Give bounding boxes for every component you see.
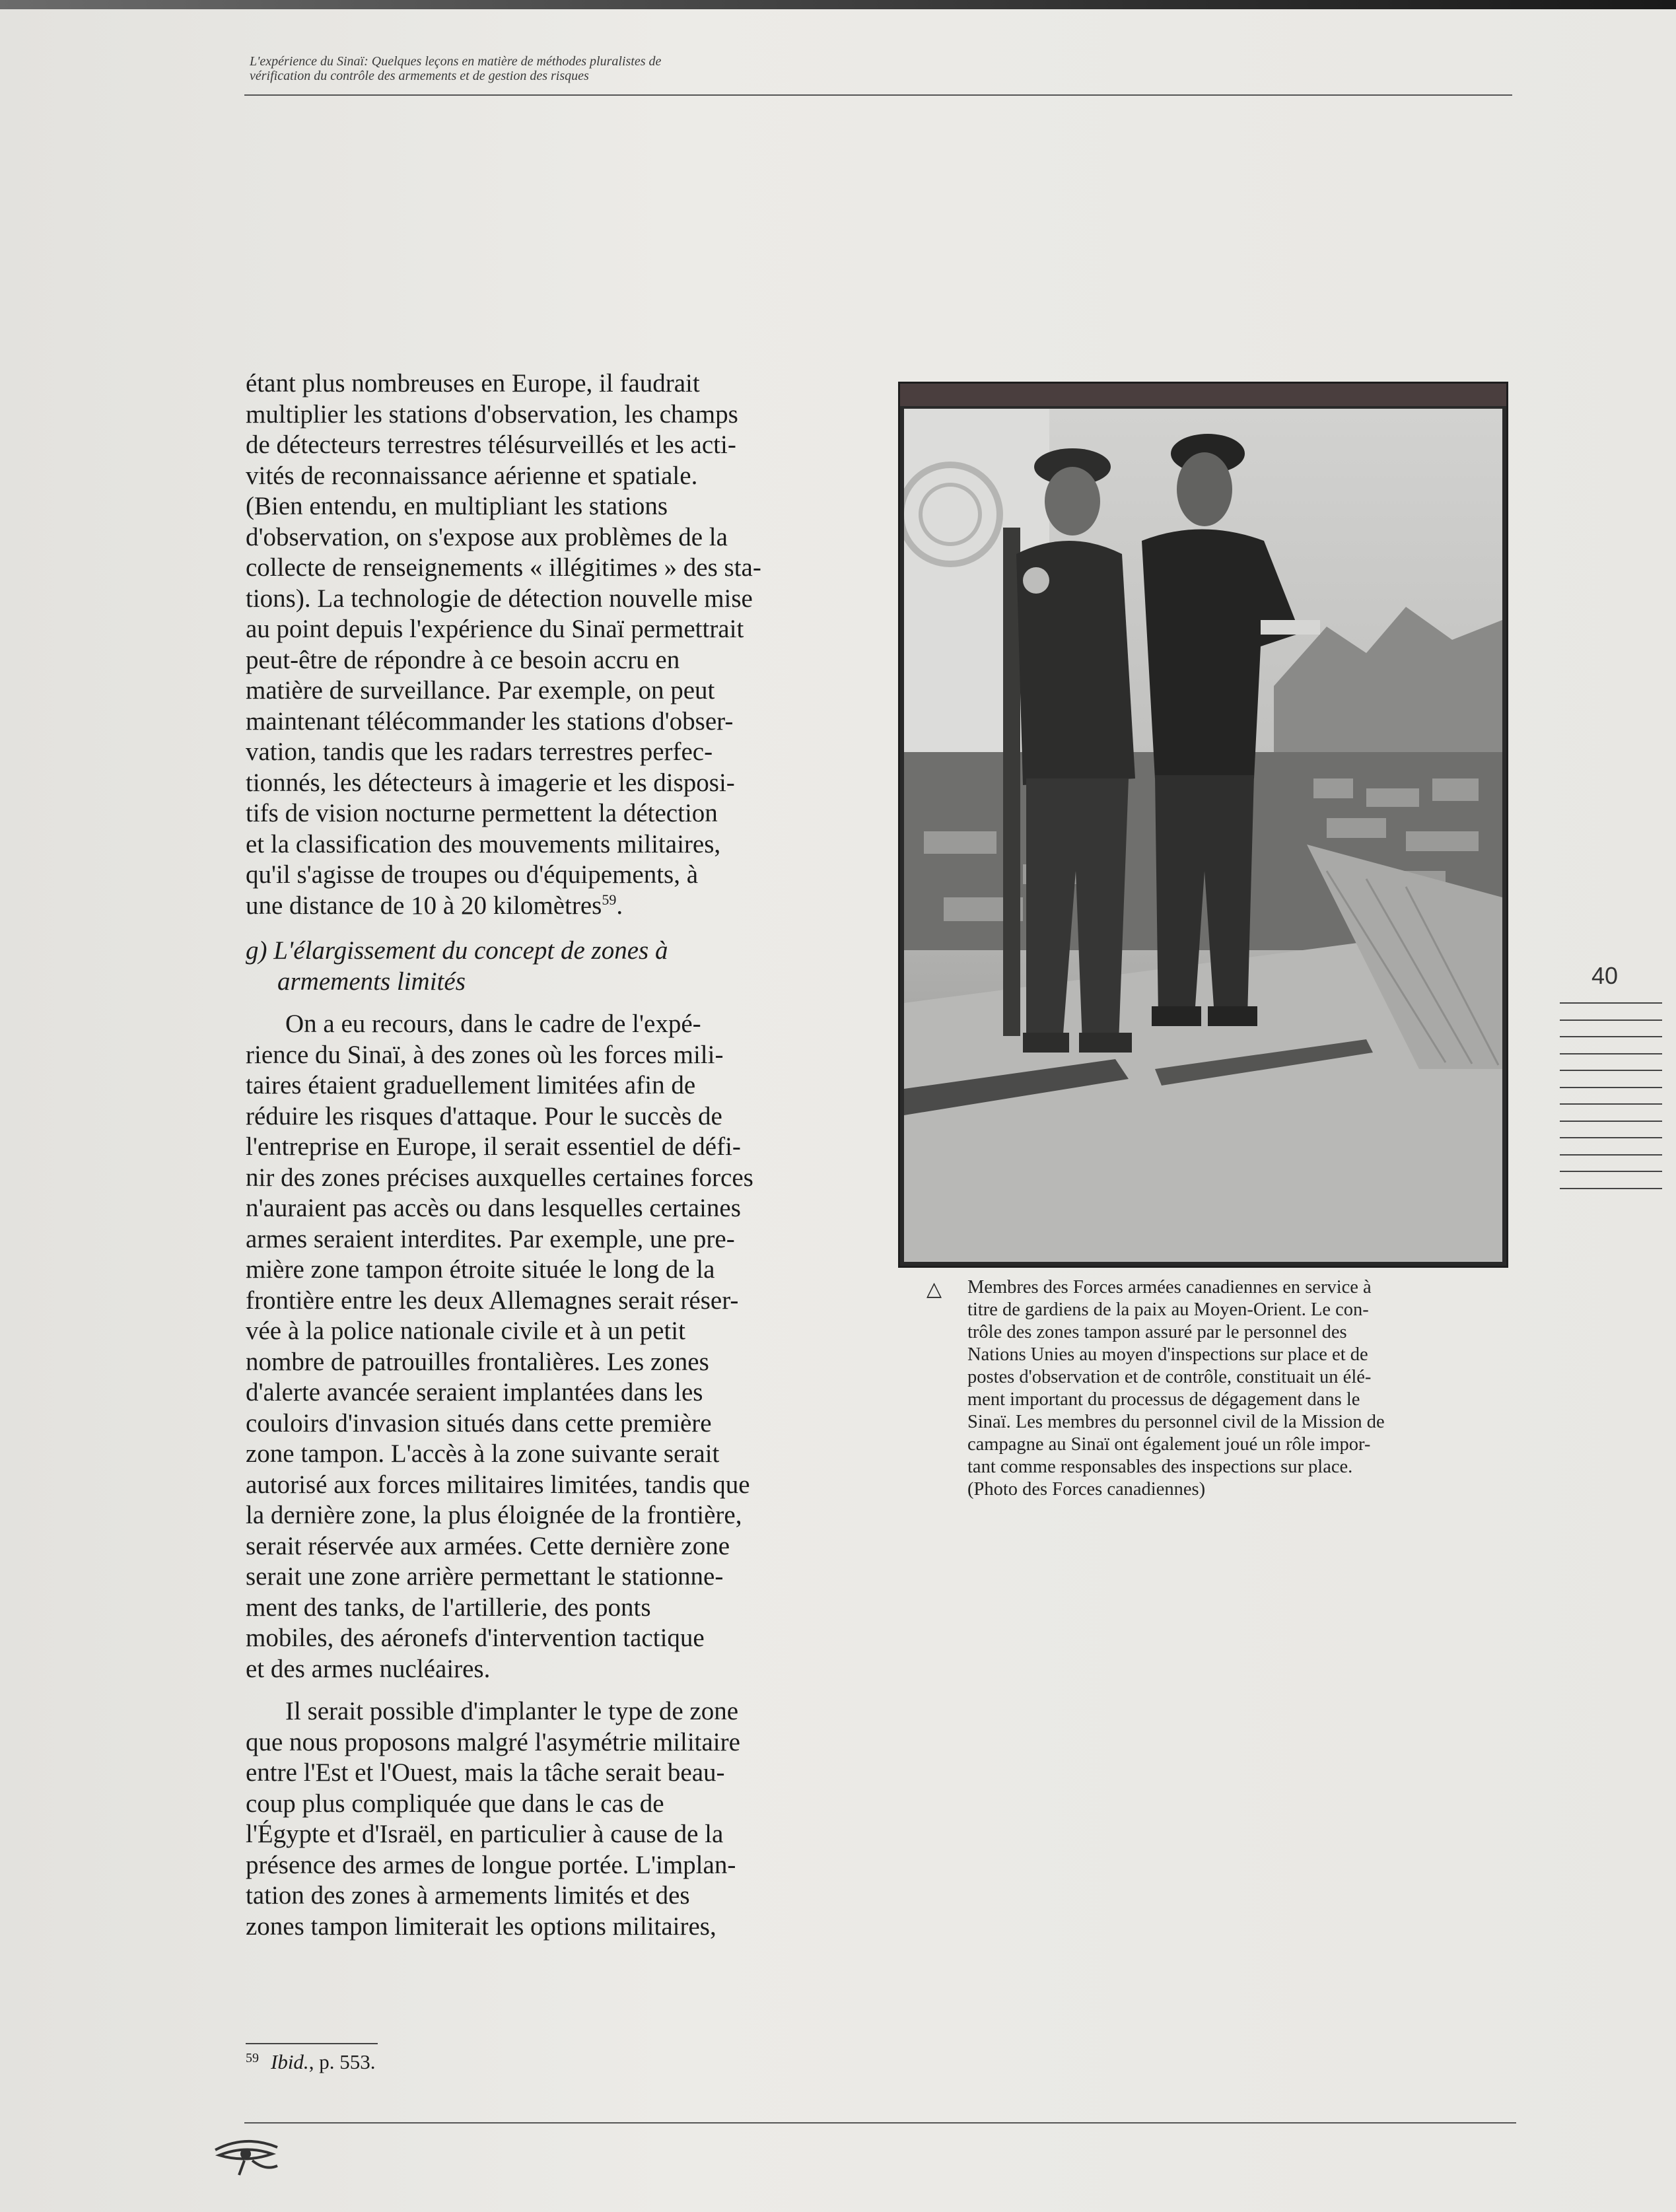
footnote-ibid: Ibid.	[271, 2050, 309, 2073]
caption-line: Nations Unies au moyen d'inspections sur place et de	[967, 1344, 1368, 1365]
scan-top-edge	[0, 0, 1676, 9]
text-line: On a eu recours, dans le cadre de l'expé-	[285, 1010, 701, 1038]
text-line: frontière entre les deux Allemagnes serait réser-	[246, 1286, 739, 1315]
text-line: taires étaient graduellement limitées afin de	[246, 1071, 696, 1099]
margin-rule	[1560, 1171, 1662, 1172]
margin-rule	[1560, 1188, 1662, 1189]
text-line: multiplier les stations d'observation, les champs	[246, 399, 738, 429]
footnote-reference[interactable]: 59	[602, 891, 617, 908]
text-line: tifs de vision nocturne permettent la détection	[246, 799, 718, 827]
text-line: n'auraient pas accès ou dans lesquelles certaines	[246, 1194, 741, 1222]
footnote-reference-text: , p. 553.	[308, 2050, 376, 2073]
figure-caption	[967, 1276, 1516, 1501]
header-rule	[244, 94, 1512, 96]
text-line: de détecteurs terrestres télésurveillés et les acti-	[246, 431, 736, 459]
text-line: au point depuis l'expérience du Sinaï permettrait	[246, 615, 744, 643]
margin-rule	[1560, 1036, 1662, 1037]
running-header-line-1: L'expérience du Sinaï: Quelques leçons en matière de méthodes pluralistes de	[250, 54, 662, 69]
caption-line: Sinaï. Les membres du personnel civil de la Mission de	[967, 1412, 1385, 1432]
paragraph-1	[246, 368, 853, 921]
text-line-with-footnote	[246, 891, 853, 922]
margin-rules	[1560, 1002, 1662, 1204]
caption-line: (Photo des Forces canadiennes)	[967, 1479, 1206, 1500]
text-line: zones tampon limiterait les options militaires,	[246, 1912, 716, 1941]
section-heading	[246, 936, 853, 997]
text-line: peut-être de répondre à ce besoin accru en	[246, 645, 680, 674]
caption-line: tant comme responsables des inspections sur place.	[967, 1457, 1353, 1477]
margin-rule	[1560, 1121, 1662, 1122]
text-line: (Bien entendu, en multipliant les stations	[246, 492, 668, 520]
text-line: et des armes nucléaires.	[246, 1654, 491, 1683]
text-line: coup plus compliquée que dans le cas de	[246, 1789, 664, 1818]
caption-line: postes d'observation et de contrôle, constituait un élé-	[967, 1367, 1372, 1387]
text-line: zone tampon. L'accès à la zone suivante serait	[246, 1439, 720, 1468]
margin-rule	[1560, 1103, 1662, 1105]
text-line: d'alerte avancée seraient implantées dans les	[246, 1378, 703, 1406]
text-line: l'Égypte et d'Israël, en particulier à cause de la	[246, 1820, 724, 1848]
margin-rule	[1560, 1087, 1662, 1088]
text-line: autorisé aux forces militaires limitées, tandis que	[246, 1470, 750, 1499]
margin-rule	[1560, 1137, 1662, 1138]
text-line: nir des zones précises auxquelles certaines forces	[246, 1163, 753, 1192]
text-line: vée à la police nationale civile et à un petit	[246, 1317, 685, 1345]
paragraph-2	[246, 1009, 853, 1684]
text-line: tation des zones à armements limités et des	[246, 1881, 690, 1910]
text-line: tionnés, les détecteurs à imagerie et les disposi-	[246, 768, 735, 797]
text-line: l'entreprise en Europe, il serait essentiel de défi-	[246, 1132, 741, 1161]
section-heading-line-2: armements limités	[277, 967, 466, 996]
peacekeepers-photo	[904, 409, 1502, 1262]
text-line: une distance de 10 à 20 kilomètres	[246, 891, 602, 920]
caption-line: ment important du processus de dégagement dans le	[967, 1389, 1360, 1410]
text-line: qu'il s'agisse de troupes ou d'équipements, à	[246, 860, 699, 889]
footnote-number: 59	[246, 2051, 259, 2065]
caption-triangle-icon: △	[926, 1278, 942, 1301]
text-line: la dernière zone, la plus éloignée de la frontière,	[246, 1501, 742, 1529]
body-column	[246, 368, 853, 1942]
footer-rule	[244, 2122, 1516, 2124]
text-line: rience du Sinaï, à des zones où les forces mili-	[246, 1040, 724, 1069]
text-line: que nous proposons malgré l'asymétrie militaire	[246, 1727, 740, 1756]
text-line: mière zone tampon étroite située le long de la	[246, 1255, 715, 1284]
photo-frame	[898, 382, 1508, 1268]
text-line: vation, tandis que les radars terrestres perfec-	[246, 738, 713, 766]
text-line: ment des tanks, de l'artillerie, des ponts	[246, 1593, 651, 1622]
text-line: Il serait possible d'implanter le type de zone	[285, 1697, 739, 1725]
photo-illustration	[904, 409, 1502, 1262]
running-header	[250, 54, 910, 83]
paragraph-3	[246, 1696, 853, 1942]
sentence-end: .	[616, 891, 623, 920]
text-line: présence des armes de longue portée. L'implan-	[246, 1850, 736, 1879]
caption-line: Membres des Forces armées canadiennes en service à	[967, 1277, 1372, 1297]
margin-rule	[1560, 1002, 1662, 1004]
text-line: mobiles, des aéronefs d'intervention tactique	[246, 1624, 705, 1652]
text-line: et la classification des mouvements militaires,	[246, 829, 721, 858]
margin-rule	[1560, 1070, 1662, 1071]
text-line: serait réservée aux armées. Cette dernière zone	[246, 1531, 730, 1560]
text-line: tions). La technologie de détection nouvelle mise	[246, 584, 753, 613]
text-line: entre l'Est et l'Ouest, mais la tâche serait beau-	[246, 1758, 725, 1787]
section-heading-line-1: g) L'élargissement du concept de zones à	[246, 936, 668, 965]
margin-rule	[1560, 1053, 1662, 1054]
text-line: armes seraient interdites. Par exemple, une pre-	[246, 1224, 735, 1253]
eye-of-horus-logo-icon	[206, 2133, 285, 2179]
caption-line: titre de gardiens de la paix au Moyen-Orient. Le con-	[967, 1299, 1369, 1320]
text-line: maintenant télécommander les stations d'obser-	[246, 707, 734, 736]
footnote	[246, 2050, 375, 2074]
page-number: 40	[1591, 962, 1619, 989]
text-line: vités de reconnaissance aérienne et spatiale.	[246, 461, 698, 490]
text-line: étant plus nombreuses en Europe, il faudrait	[246, 369, 700, 397]
text-line: nombre de patrouilles frontalières. Les zones	[246, 1347, 709, 1376]
caption-line: trôle des zones tampon assuré par le personnel des	[967, 1322, 1347, 1342]
text-line: réduire les risques d'attaque. Pour le succès de	[246, 1101, 722, 1130]
text-line: d'observation, on s'expose aux problèmes de la	[246, 522, 728, 551]
margin-rule	[1560, 1020, 1662, 1021]
text-line: collecte de renseignements « illégitimes » des sta-	[246, 553, 761, 582]
margin-rule	[1560, 1154, 1662, 1156]
footnote-rule	[246, 2043, 378, 2044]
text-line: matière de surveillance. Par exemple, on peut	[246, 676, 715, 705]
text-line: couloirs d'invasion situés dans cette première	[246, 1408, 712, 1437]
photo-top-band	[900, 384, 1506, 406]
running-header-line-2: vérification du contrôle des armements et de gestion des risques	[250, 69, 589, 83]
text-line: serait une zone arrière permettant le stationne-	[246, 1562, 724, 1591]
caption-line: campagne au Sinaï ont également joué un rôle impor-	[967, 1434, 1371, 1455]
